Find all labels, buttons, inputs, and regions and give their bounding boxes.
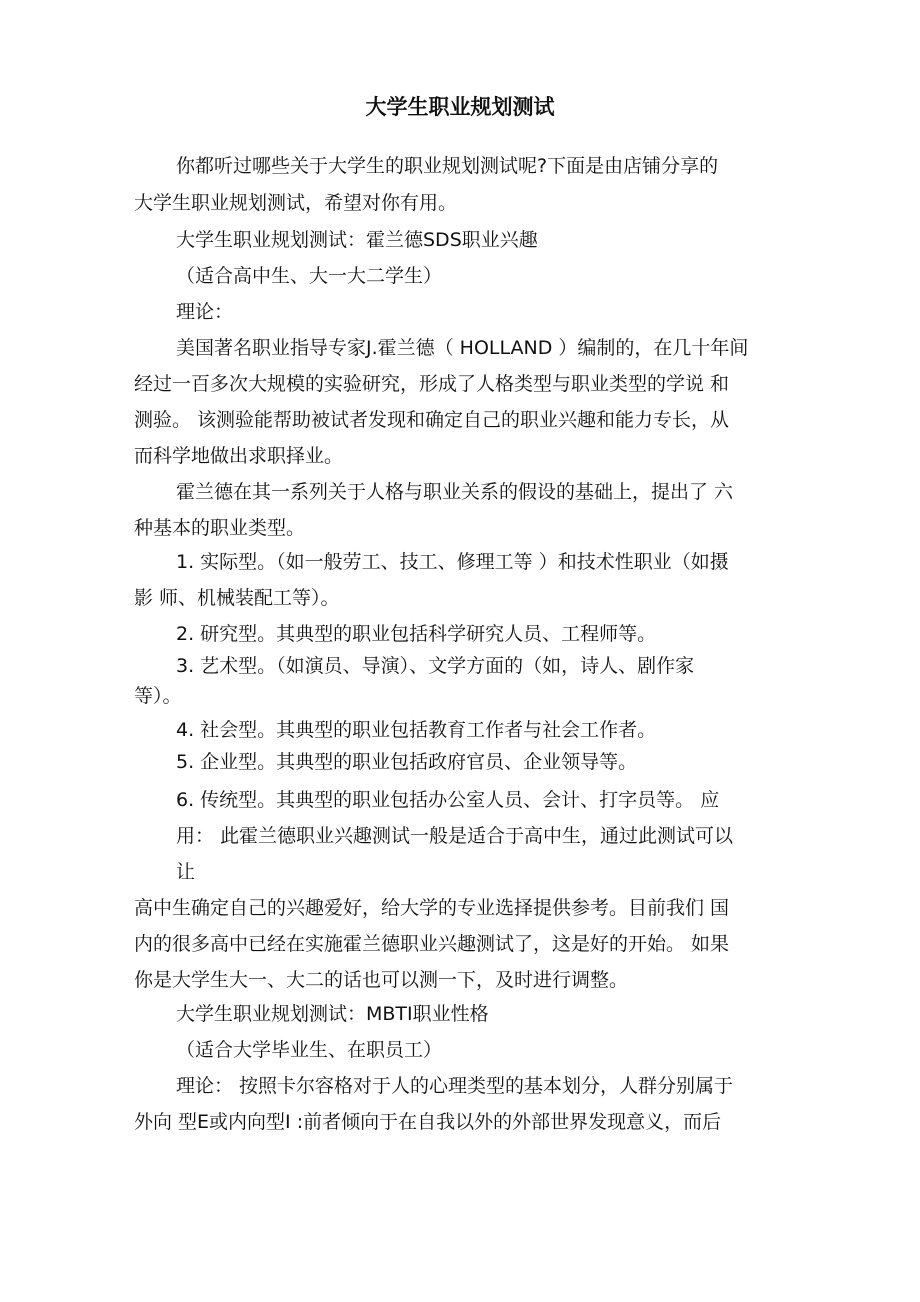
text-line: 让	[176, 861, 196, 883]
text-line: 影 师、机械装配工等）。	[134, 587, 340, 609]
text-line: 高中生确定自己的兴趣爱好，给大学的专业选择提供参考。目前我们 国	[134, 897, 730, 919]
text-line: 大学生职业规划测试：MBTI职业性格	[176, 1003, 489, 1025]
text-line: 6. 传统型。其典型的职业包括办公室人员、会计、打字员等。 应	[176, 789, 720, 811]
text-line: 你都听过哪些关于大学生的职业规划测试呢?下面是由店铺分享的	[176, 155, 719, 177]
text-line: 大学生职业规划测试，希望对你有用。	[134, 192, 458, 214]
text-line: 3. 艺术型。（如演员、导演）、文学方面的（如，诗人、剧作家	[176, 655, 695, 677]
document-title: 大学生职业规划测试	[365, 95, 555, 119]
text-line: 霍兰德在其一系列关于人格与职业关系的假设的基础上，提出了 六	[176, 481, 734, 503]
text-line: 4. 社会型。其典型的职业包括教育工作者与社会工作者。	[176, 719, 657, 741]
text-line: 用： 此霍兰德职业兴趣测试一般是适合于高中生，通过此测试可以	[176, 825, 734, 847]
text-line: 种基本的职业类型。	[134, 517, 306, 539]
text-line: 你是大学生大一、大二的话也可以测一下，及时进行调整。	[134, 969, 629, 991]
text-line: 大学生职业规划测试：霍兰德SDS职业兴趣	[176, 229, 538, 251]
text-line: 外向 型E或内向型I :前者倾向于在自我以外的外部世界发现意义，而后	[134, 1111, 722, 1133]
text-line: 理论： 按照卡尔容格对于人的心理类型的基本划分，人群分别属于	[176, 1075, 734, 1097]
text-line: （适合高中生、大一大二学生）	[176, 265, 443, 287]
text-line: 内的很多高中已经在实施霍兰德职业兴趣测试了，这是好的开始。 如果	[134, 933, 730, 955]
text-line: （适合大学毕业生、在职员工）	[176, 1039, 443, 1061]
text-line: 测验。 该测验能帮助被试者发现和确定自己的职业兴趣和能力专长，从	[134, 409, 730, 431]
text-line: 理论：	[176, 301, 234, 323]
text-line: 1. 实际型。（如一般劳工、技工、修理工等 ）和技术性职业（如摄	[176, 551, 729, 573]
text-line: 美国著名职业指导专家J.霍兰德（ HOLLAND ）编制的，在几十年间	[176, 337, 749, 359]
text-line: 等）。	[134, 685, 182, 707]
text-line: 而科学地做出求职择业。	[134, 445, 344, 467]
text-line: 5. 企业型。其典型的职业包括政府官员、企业领导等。	[176, 751, 638, 773]
text-line: 2. 研究型。其典型的职业包括科学研究人员、工程师等。	[176, 623, 657, 645]
text-line: 经过一百多次大规模的实验研究，形成了人格类型与职业类型的学说 和	[134, 373, 730, 395]
